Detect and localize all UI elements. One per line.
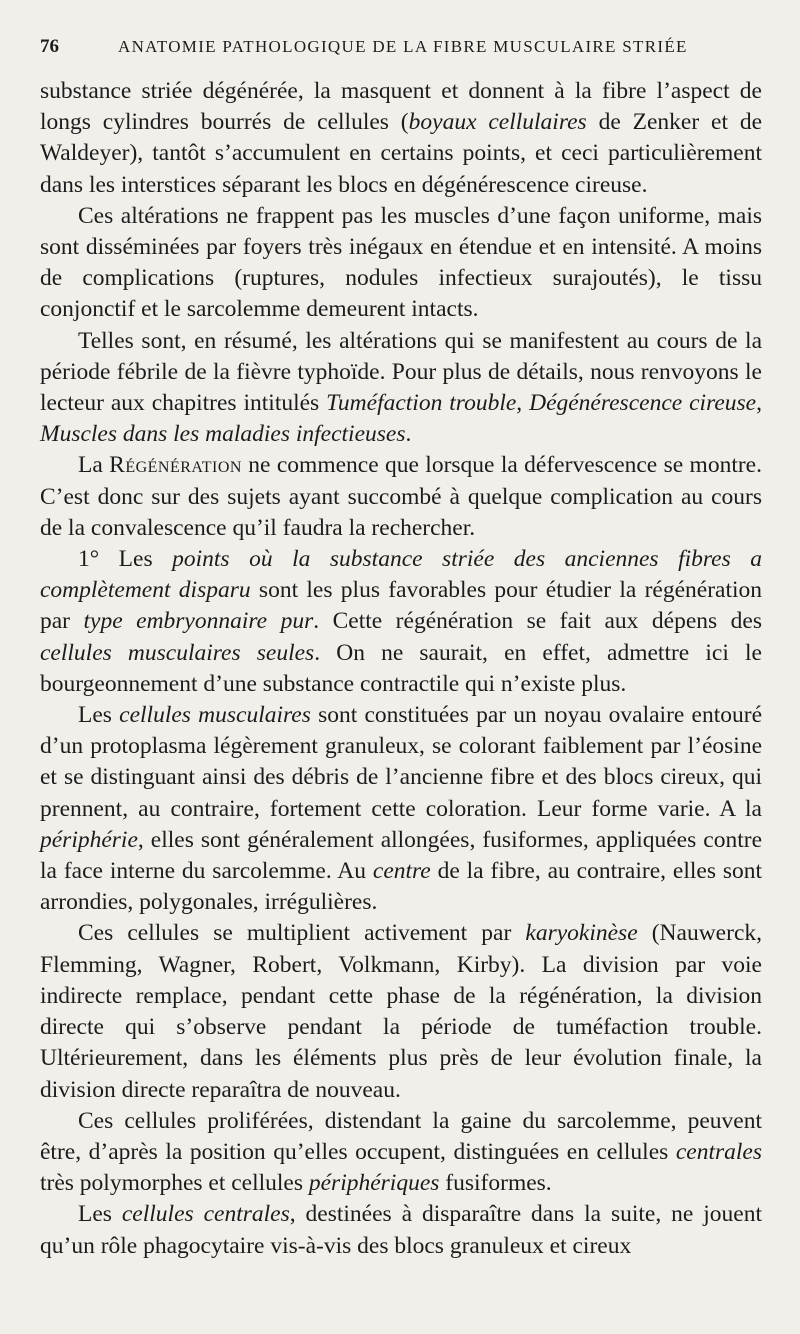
text-run: . Cette régénération se fait aux dépens des <box>313 608 762 635</box>
text-run: ne commence que lorsque la défervescence se montre. C’est donc sur des sujets ayant succombé à quelque complication au cours de la convalescence qu’il faudra la rechercher. <box>40 452 762 541</box>
text-run: sont constituées par un noyau ovalaire entouré d’un protoplasma légèrement granuleux, se colorant faiblement par l’éosine et se distinguant ainsi des débris de l’ancienne fibre et des blocs cireux, qui prennent, au contraire, fortement cette coloration. Leur forme varie. A la <box>40 702 763 822</box>
italic-text: cellules centrales <box>121 1201 290 1228</box>
italic-text: cellules musculaires <box>119 702 311 729</box>
italic-text: type embryonnaire pur <box>83 608 314 635</box>
text-run: Les <box>78 702 120 729</box>
text-run: sont les plus favorables pour étudier la régénération par <box>40 577 763 635</box>
paragraph <box>40 450 762 544</box>
page-header <box>40 36 762 76</box>
text-run: Ces cellules se multiplient activement par <box>78 920 526 947</box>
text-run: de la fibre, au contraire, elles sont arrondies, polygonales, irrégulières. <box>40 858 763 916</box>
paragraph <box>40 1199 762 1261</box>
text-run: fusiformes. <box>439 1170 552 1197</box>
text-run: de Zenker et de Waldeyer), tantôt s’accumulent en certains points, et ceci particulièrement dans les interstices séparant les blocs en dégénérescence cireuse. <box>40 109 763 198</box>
paragraph <box>40 76 762 201</box>
text-run: . On ne saurait, en effet, admettre ici le bourgeonnement d’une substance contractile qui n’existe plus. <box>40 639 762 697</box>
paragraph <box>40 544 762 700</box>
page-number: 76 <box>40 36 59 57</box>
italic-text: périphérie <box>40 826 138 853</box>
body-text <box>40 76 762 1262</box>
paragraph <box>40 700 762 918</box>
text-run: , destinées à disparaître dans la suite, ne jouent qu’un rôle phagocytaire vis-à-vis des blocs granuleux et cireux <box>40 1201 762 1259</box>
italic-text: Tuméfaction trouble <box>326 390 517 417</box>
text-run: . <box>405 421 412 448</box>
text-run: très polymorphes et cellules <box>40 1170 309 1197</box>
text-run: (Nauwerck, Flemming, Wagner, Robert, Volkmann, Kirby). La division par voie indirecte remplace, pendant cette phase de la régénération, la division directe qui s’observe pendant la période de tuméfaction trouble. Ultérieurement, dans les éléments plus près de leur évolution finale, la division directe reparaîtra de nouveau. <box>40 920 762 1103</box>
paragraph <box>40 918 762 1105</box>
running-title: ANATOMIE PATHOLOGIQUE DE LA FIBRE MUSCULAIRE STRIÉE <box>118 37 688 56</box>
text-run: Telles sont, en résumé, les altérations qui se manifestent au cours de la période fébrile de la fièvre typhoïde. Pour plus de détails, nous renvoyons le lecteur aux chapitres intitulés <box>40 327 762 417</box>
italic-text: périphériques <box>308 1170 440 1197</box>
italic-text: Muscles dans les maladies infectieuses <box>40 421 406 448</box>
paragraph <box>40 326 762 451</box>
italic-text: boyaux cellulaires <box>408 109 587 136</box>
text-run: substance striée dégénérée, la masquent et donnent à la fibre l’aspect de longs cylindres bourrés de cellules ( <box>40 78 762 136</box>
text-run: Ces altérations ne frappent pas les muscles d’une façon uniforme, mais sont disséminées par foyers très inégaux en étendue et en intensité. A moins de complications (ruptures, nodules infectieux surajoutés), le tissu conjonctif et le sarcolemme demeurent intacts. <box>40 202 762 323</box>
italic-text: centrales <box>675 1138 762 1165</box>
text-run: La <box>78 452 110 479</box>
italic-text: karyokinèse <box>525 920 638 947</box>
italic-text: centre <box>372 858 431 885</box>
text-run: , <box>756 390 762 417</box>
text-run: 1° Les <box>78 546 173 573</box>
text-run: , <box>516 390 530 417</box>
paragraph <box>40 201 762 326</box>
italic-text: cellules musculaires seules <box>40 639 315 666</box>
text-run: , elles sont généralement allongées, fusiformes, appliquées contre la face interne du sarcolemme. Au <box>40 826 762 885</box>
paragraph <box>40 1106 762 1200</box>
small-caps-heading: Régénération <box>109 452 242 479</box>
text-run: Ces cellules proliférées, distendant la gaine du sarcolemme, peuvent être, d’après la position qu’elles occupent, distinguées en cellules <box>40 1107 762 1165</box>
text-run: Les <box>78 1201 122 1228</box>
italic-text: Dégénérescence cireuse <box>529 390 757 417</box>
italic-text: points où la substance striée des anciennes fibres a complètement disparu <box>40 546 763 604</box>
